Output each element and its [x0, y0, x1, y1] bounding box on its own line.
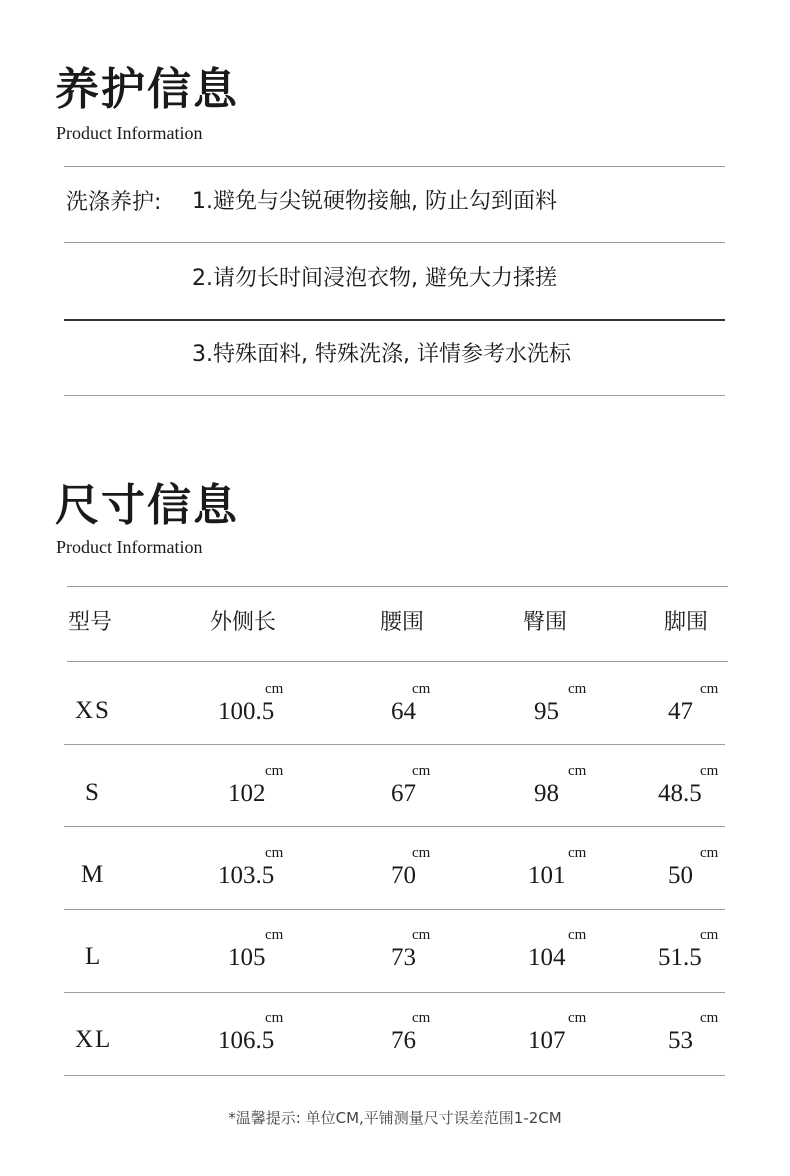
- hip-value: 104: [528, 944, 566, 971]
- hem-value: 51.5: [658, 944, 702, 971]
- header-size: 型号: [68, 610, 113, 635]
- hip-value: 107: [528, 1027, 566, 1054]
- outer-length-value: 105: [228, 944, 266, 971]
- size-label: M: [81, 861, 106, 888]
- unit-label: cm: [568, 927, 587, 943]
- outer-length-value: 100.5: [218, 698, 275, 725]
- size-label: S: [85, 779, 101, 806]
- header-hip: 臀围: [523, 610, 568, 635]
- divider: [64, 826, 725, 827]
- unit-label: cm: [700, 1010, 719, 1026]
- divider: [64, 166, 725, 167]
- size-subtitle: Product Information: [56, 537, 203, 557]
- size-note: *温馨提示: 单位CM,平铺测量尺寸误差范围1-2CM: [228, 1109, 562, 1127]
- unit-label: cm: [700, 681, 719, 697]
- unit-label: cm: [412, 927, 431, 943]
- unit-label: cm: [568, 681, 587, 697]
- care-item-3: 3.特殊面料, 特殊洗涤, 详情参考水洗标: [192, 342, 571, 367]
- unit-label: cm: [412, 763, 431, 779]
- hem-value: 53: [668, 1027, 693, 1054]
- hip-value: 98: [534, 780, 559, 807]
- divider: [64, 992, 725, 993]
- size-label: XL: [75, 1026, 113, 1053]
- unit-label: cm: [568, 1010, 587, 1026]
- hem-value: 48.5: [658, 780, 702, 807]
- unit-label: cm: [700, 845, 719, 861]
- divider: [64, 395, 725, 396]
- waist-value: 76: [391, 1027, 416, 1054]
- outer-length-value: 106.5: [218, 1027, 275, 1054]
- hem-value: 50: [668, 862, 693, 889]
- care-label: 洗涤养护:: [66, 190, 162, 215]
- outer-length-value: 102: [228, 780, 266, 807]
- unit-label: cm: [265, 681, 284, 697]
- unit-label: cm: [412, 1010, 431, 1026]
- care-item-2: 2.请勿长时间浸泡衣物, 避免大力揉搓: [192, 266, 557, 291]
- unit-label: cm: [412, 845, 431, 861]
- divider: [64, 909, 725, 910]
- hip-value: 101: [528, 862, 566, 889]
- divider: [64, 744, 725, 745]
- divider: [64, 242, 725, 243]
- care-subtitle: Product Information: [56, 123, 203, 143]
- unit-label: cm: [265, 1010, 284, 1026]
- care-title: 养护信息: [55, 64, 239, 115]
- waist-value: 64: [391, 698, 416, 725]
- unit-label: cm: [568, 763, 587, 779]
- hip-value: 95: [534, 698, 559, 725]
- unit-label: cm: [700, 927, 719, 943]
- header-waist: 腰围: [380, 610, 425, 635]
- care-item-1: 1.避免与尖锐硬物接触, 防止勾到面料: [192, 189, 557, 214]
- waist-value: 73: [391, 944, 416, 971]
- unit-label: cm: [568, 845, 587, 861]
- outer-length-value: 103.5: [218, 862, 275, 889]
- divider: [67, 661, 728, 662]
- unit-label: cm: [265, 763, 284, 779]
- waist-value: 70: [391, 862, 416, 889]
- header-outer-length: 外侧长: [210, 610, 277, 635]
- unit-label: cm: [265, 927, 284, 943]
- hem-value: 47: [668, 698, 693, 725]
- divider: [64, 319, 725, 321]
- divider: [64, 1075, 725, 1076]
- unit-label: cm: [412, 681, 431, 697]
- unit-label: cm: [700, 763, 719, 779]
- size-title: 尺寸信息: [55, 480, 239, 531]
- unit-label: cm: [265, 845, 284, 861]
- header-hem: 脚围: [664, 610, 709, 635]
- size-label: XS: [75, 697, 111, 724]
- size-label: L: [85, 943, 103, 970]
- divider: [67, 586, 728, 587]
- waist-value: 67: [391, 780, 416, 807]
